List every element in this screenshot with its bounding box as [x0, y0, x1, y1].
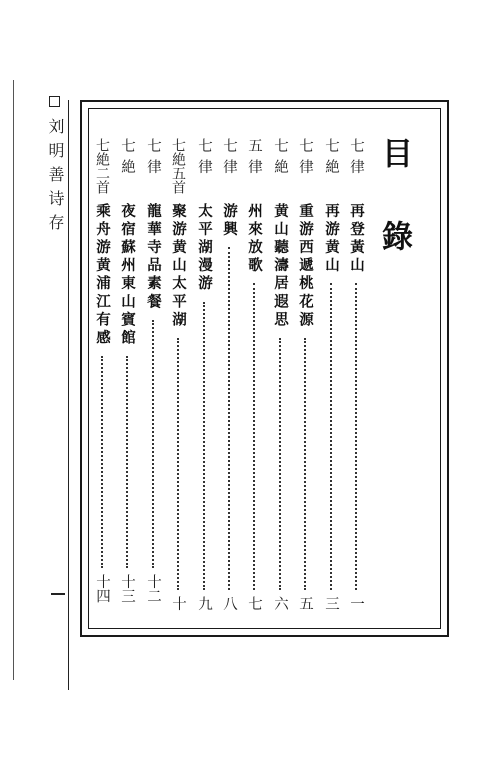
poem-form-label: 七律	[297, 138, 313, 180]
poem-form-label: 七律	[196, 138, 212, 180]
poem-title: 夜宿蘇州東山賓館	[119, 203, 135, 348]
spine-page-number	[51, 593, 65, 595]
dot-leader	[177, 338, 179, 590]
poem-form-label: 五律	[246, 138, 262, 180]
poem-form-label: 七絶	[323, 138, 339, 180]
poem-title: 聚游黄山太平湖	[170, 203, 186, 330]
dot-leader	[101, 356, 103, 568]
spine-square-mark	[49, 96, 60, 107]
toc-entry[interactable]	[167, 138, 189, 618]
dot-leader	[304, 338, 306, 590]
toc-entry[interactable]	[345, 138, 367, 618]
page-number: 十四	[94, 574, 110, 603]
toc-entry[interactable]	[218, 138, 240, 618]
toc-entry[interactable]	[116, 138, 138, 618]
page-number: 一	[348, 596, 364, 611]
poem-form-label: 七絶五首	[170, 138, 186, 194]
poem-title: 游興	[221, 203, 237, 240]
toc-entry[interactable]	[269, 138, 291, 618]
poem-title: 州來放歌	[246, 203, 262, 276]
poem-title: 再游黄山	[323, 203, 339, 276]
toc-entry[interactable]	[142, 138, 164, 618]
poem-title: 乘舟游黄浦江有感	[94, 203, 110, 348]
toc-entry[interactable]	[243, 138, 265, 618]
page-number: 十二	[145, 574, 161, 603]
poem-title: 太平湖漫游	[196, 203, 212, 294]
poem-form-label: 七律	[145, 138, 161, 180]
dot-leader	[330, 283, 332, 590]
toc-entry[interactable]	[193, 138, 215, 618]
dot-leader	[253, 283, 255, 590]
poem-form-label: 七絶	[272, 138, 288, 180]
page-number: 十三	[119, 574, 135, 603]
poem-title: 重游西遞桃花源	[297, 203, 313, 330]
poem-form-label: 七律	[221, 138, 237, 180]
toc-entry[interactable]	[294, 138, 316, 618]
poem-form-label: 七律	[348, 138, 364, 180]
page-number: 六	[272, 596, 288, 611]
poem-form-label: 七絶	[119, 138, 135, 180]
page-number: 五	[297, 596, 313, 611]
dot-leader	[279, 338, 281, 590]
spine-divider-line	[68, 100, 69, 690]
toc-entry[interactable]	[91, 138, 113, 618]
dot-leader	[126, 356, 128, 568]
poem-title: 再登黃山	[348, 203, 364, 276]
toc-entry[interactable]	[320, 138, 342, 618]
poem-title: 龍華寺品素餐	[145, 203, 161, 312]
dot-leader	[355, 283, 357, 590]
toc-heading: 目錄	[376, 137, 412, 303]
page-number: 十	[170, 596, 186, 611]
page-number: 三	[323, 596, 339, 611]
page-number: 九	[196, 596, 212, 611]
spine-book-title: 刘明善诗存	[46, 118, 65, 238]
binding-edge-line	[13, 80, 14, 680]
dot-leader	[152, 320, 154, 568]
page-number: 八	[221, 596, 237, 611]
dot-leader	[203, 302, 205, 591]
poem-title: 黄山聽濤居遐思	[272, 203, 288, 330]
poem-form-label: 七絶二首	[94, 138, 110, 194]
page-number: 七	[246, 596, 262, 611]
dot-leader	[228, 247, 230, 590]
